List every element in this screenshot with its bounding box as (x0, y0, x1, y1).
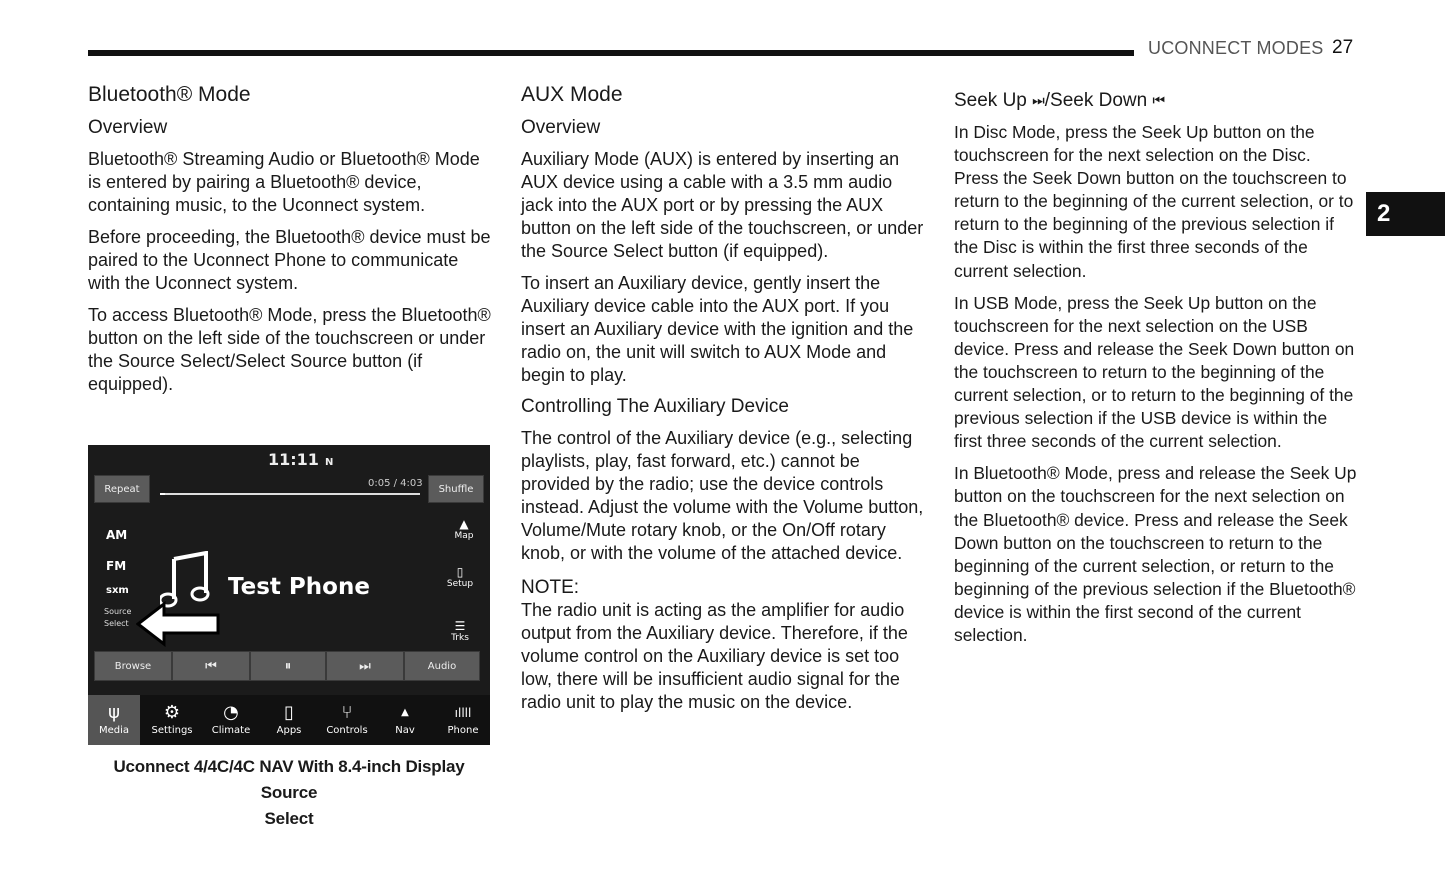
screen-clock: 11:11 N (268, 450, 334, 469)
setup-icon: ▯ (456, 565, 464, 579)
paragraph: Auxiliary Mode (AUX) is entered by inserting an AUX device using a cable with a 3.5 mm audio jack into the AUX port or by pressing the AUX button on the left side of the touchscreen, or under the Source Select button (if equipped). (521, 149, 924, 261)
paragraph: Before proceeding, the Bluetooth® device must be paired to the Uconnect Phone to communicate with the Uconnect system. (88, 227, 491, 293)
signal-icon: ıllll (454, 706, 472, 720)
paragraph: In Bluetooth® Mode, press and release the Seek Up button on the touchscreen for the next selection on the Bluetooth® device. Press and release the Seek Down button on the touchscreen to return to the beginning of the current selection, or return to the beginning of the previous selection if the Bluetooth® device is within the first second of the current selection. (954, 463, 1357, 645)
paragraph: In USB Mode, press the Seek Up button on the touchscreen for the next selection on the USB device. Press and release the Seek Down button on the touchscreen to return to the beginning of the current selection, or to return to the beginning of the previous selection if the USB device is within the first three seconds of the current selection. (954, 292, 1355, 452)
map-icon: ▲ (459, 517, 469, 531)
header-rule (88, 50, 1134, 56)
caption-line-1: Uconnect 4/4C/4C NAV With 8.4-inch Display Source (113, 757, 465, 802)
page-number: 27 (1332, 37, 1354, 58)
subheading-controlling: Controlling The Auxiliary Device (521, 396, 789, 417)
seat-icon: ⑂ (341, 702, 353, 723)
climate-icon: ◔ (223, 702, 239, 723)
tracks-icon: ☰ (454, 619, 466, 633)
nav-arrow-icon: ▲ (401, 707, 409, 718)
nav-controls[interactable]: ⑂ Controls (321, 695, 373, 745)
figure-caption (88, 754, 490, 832)
progress-fill (160, 493, 165, 495)
source-select-label-2[interactable]: Select (104, 619, 129, 628)
track-title: Test Phone (228, 574, 370, 600)
seek-up-button[interactable]: ⏭ (326, 651, 404, 681)
nav-settings[interactable]: ⚙ Settings (146, 695, 198, 745)
running-head: UCONNECT MODES (1148, 38, 1324, 58)
column-seek (954, 88, 1359, 656)
compass-heading: N (324, 457, 334, 468)
source-am[interactable]: AM (106, 528, 128, 542)
paragraph: In Disc Mode, press the Seek Up button on the touchscreen for the next selection on the Disc. Press the Seek Down button on the touchscreen to return to the beginning of the current selection, or to return to the beginning of the previous selection if the Disc is within the first three seconds of the current selection. (954, 122, 1354, 281)
nav-media[interactable]: ψ Media (88, 695, 140, 745)
section-heading-seek: Seek Up ⏭/Seek Down ⏮ (954, 90, 1166, 111)
playback-bar (94, 651, 480, 681)
paragraph: The control of the Auxiliary device (e.g., selecting playlists, play, fast forward, etc.) cannot be provided by the radio; use the device controls instead. Adjust the volume with the Volume button, Volume/Mute rotary knob, or the On/Off rotary knob, or with the volume of the attached device. (521, 428, 924, 563)
subheading-overview: Overview (88, 117, 168, 138)
note-text: The radio unit is acting as the amplifier for audio output from the Auxiliary device. Therefore, if the volume control on the Auxiliary device is set too low, there will be insufficient audio signal for the radio unit to play the music on the device. (521, 600, 908, 712)
chapter-tab: 2 (1366, 192, 1445, 236)
paragraph: To insert an Auxiliary device, gently insert the Auxiliary device cable into the AUX port. If you insert an Auxiliary device with the ignition and the radio on, the unit will switch to AUX Mode and begin to play. (521, 273, 914, 385)
note-label: NOTE: (521, 577, 580, 598)
tracks-control[interactable]: ☰ Trks (440, 619, 480, 643)
nav-nav[interactable]: ▲ Nav (379, 695, 431, 745)
map-control[interactable]: ▲ Map (444, 517, 484, 541)
usb-icon: ψ (108, 702, 120, 723)
nav-climate[interactable]: ◔ Climate (205, 695, 257, 745)
shuffle-button[interactable]: Shuffle (428, 475, 484, 503)
nav-bar (88, 695, 490, 745)
source-sxm[interactable]: sxm (106, 585, 129, 596)
section-heading-bluetooth: Bluetooth® Mode (88, 83, 251, 106)
setup-control[interactable]: ▯ Setup (440, 565, 480, 589)
browse-button[interactable]: Browse (94, 651, 172, 681)
nav-apps[interactable]: ▯ Apps (263, 695, 315, 745)
seek-up-icon: ⏭ (1032, 92, 1045, 108)
paragraph: To access Bluetooth® Mode, press the Bluetooth® button on the left side of the touchscreen or under the Source Select/Select Source button (if equipped). (88, 305, 491, 394)
column-bluetooth (88, 83, 493, 405)
progress-bar[interactable] (160, 493, 420, 495)
caption-line-2: Select (264, 809, 314, 828)
seek-down-button[interactable]: ⏮ (172, 651, 250, 681)
subheading-overview: Overview (521, 117, 601, 138)
source-select-label-1[interactable]: Source (104, 607, 132, 616)
gear-icon: ⚙ (163, 702, 181, 723)
uconnect-screen-figure (88, 445, 490, 745)
audio-button[interactable]: Audio (404, 651, 480, 681)
paragraph: Bluetooth® Streaming Audio or Bluetooth® Mode is entered by pairing a Bluetooth® device, containing music, to the Uconnect system. (88, 149, 480, 215)
source-fm[interactable]: FM (106, 559, 127, 573)
track-time: 0:05 / 4:03 (368, 478, 423, 489)
nav-phone[interactable]: ıllll Phone (437, 695, 489, 745)
seek-down-icon: ⏮ (1152, 92, 1166, 108)
pause-button[interactable]: ⏸ (250, 651, 326, 681)
section-heading-aux: AUX Mode (521, 83, 623, 106)
repeat-button[interactable]: Repeat (94, 475, 150, 503)
apps-icon: ▯ (284, 702, 294, 723)
column-aux (521, 83, 926, 723)
callout-arrow-icon (136, 601, 220, 647)
